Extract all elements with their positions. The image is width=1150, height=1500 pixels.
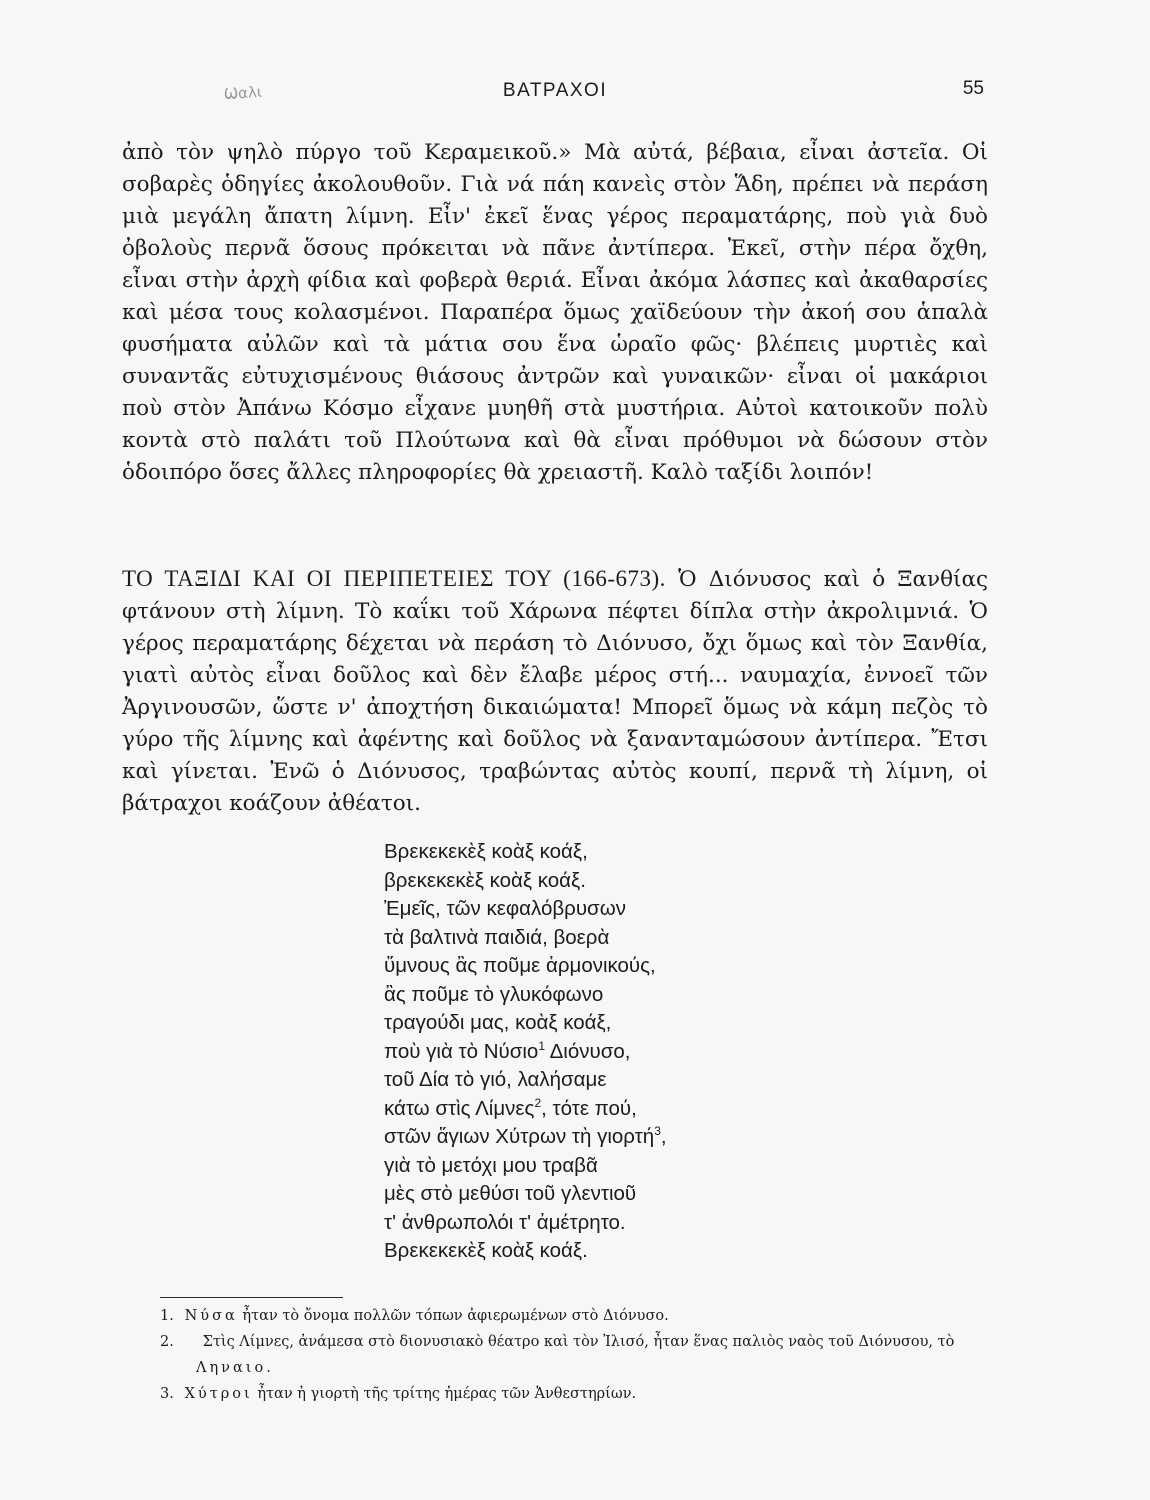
poem-line: Βρεκεκεκὲξ κοὰξ κοάξ,: [384, 840, 588, 863]
page-number: 55: [962, 78, 984, 99]
poem-line: μὲς στὸ μεθύσι τοῦ γλεντιοῦ: [384, 1182, 637, 1205]
section-body: Ὁ Διόνυσος καὶ ὁ Ξανθίας φτάνουν στὴ λίμνη. Τὸ καΐκι τοῦ Χάρωνα πέφτει δίπλα στὴν ἀκρολιμνιά. Ὁ γέρος περαματάρης δέχεται νὰ περάση τὸ Διόνυσο, ὄχι ὅμως καὶ τὸν Ξανθία, γιατὶ αὐτὸς εἶναι δοῦλος καὶ δὲν ἔλαβε μέρος στή... ναυμαχία, ἐννοεῖ τῶν Ἀργινουσῶν, ὥστε ν' ἀποχτήση δικαιώματα! Μπορεῖ ὅμως νὰ κάμη πεζὸς τὸ γύρο τῆς λίμνης καὶ ἀφέντης καὶ δοῦλος νὰ ξανανταμώσουν ἀντίπερα. Ἔτσι καὶ γίνεται. Ἐνῶ ὁ Διόνυσος, τραβώντας αὐτὸς κουπί, περνᾶ τὴ λίμνη, οἱ βάτραχοι κοάζουν ἀθέατοι.: [122, 567, 988, 816]
poem-line: στῶν ἅγιων Χύτρων τὴ γιορτή$^3$,: [384, 1124, 667, 1148]
poem-line: βρεκεκεκὲξ κοὰξ κοάξ.: [384, 868, 586, 892]
footnote-ref-1: 1: [538, 1038, 546, 1053]
poem-line: τραγούδι μας, κοὰξ κοάξ,: [384, 1011, 612, 1034]
poem-line: Βρεκεκεκὲξ κοὰξ κοάξ.: [384, 1239, 588, 1262]
running-head: [120, 80, 990, 108]
frogs-chorus-poem: [384, 838, 904, 1266]
poem-line: Ἐμεῖς, τῶν κεφαλόβρυσων: [384, 897, 626, 920]
footnote-divider: [160, 1297, 343, 1298]
body-paragraph-1: ἀπὸ τὸν ψηλὸ πύργο τοῦ Κεραμεικοῦ.» Μὰ αὐτά, βέβαια, εἶναι ἀστεῖα. Οἱ σοβαρὲς ὁδηγίες ἀκολουθοῦν. Γιὰ νά πάη κανεὶς στὸν Ἅδη, πρέπει νὰ περάση μιὰ μεγάλη ἄπατη λίμνη. Εἶν' ἐκεῖ ἕνας γέρος περαματάρης, ποὺ γιὰ δυὸ ὀβολοὺς περνᾶ ὅσους πρόκειται νὰ πᾶνε ἀντίπερα. Ἐκεῖ, στὴν πέρα ὄχθη, εἶναι στὴν ἀρχὴ φίδια καὶ φοβερὰ θεριά. Εἶναι ἀκόμα λάσπες καὶ ἀκαθαρσίες καὶ μέσα τους κολασμένοι. Παραπέρα ὅμως χαϊδεύουν τὴν ἀκοή σου ἁπαλὰ φυσήματα αὐλῶν καὶ τὰ μάτια σου ἕνα ὡραῖο φῶς· βλέπεις μυρτιὲς καὶ συναντᾶς εὐτυχισμένους θιάσους ἀντρῶν καὶ γυναικῶν· εἶναι οἱ μακάριοι ποὺ στὸν Ἀπάνω Κόσμο εἶχανε μυηθῆ στὰ μυστήρια. Αὐτοὶ κατοικοῦν πολὺ κοντὰ στὸ παλάτι τοῦ Πλούτωνα καὶ θὰ εἶναι πρόθυμοι νὰ δώσουν στὸν ὁδοιπόρο ὅσες ἄλλες πληροφορίες θὰ χρειαστῆ. Καλὸ ταξίδι λοιπόν!: [122, 140, 988, 485]
poem-line: τ' ἀνθρωπολόι τ' ἀμέτρητο.: [384, 1210, 626, 1234]
footnote-ref-2: 2: [534, 1095, 542, 1110]
footnote-1: 1. Νύσα ἦταν τὸ ὄνομα πολλῶν τόπων ἀφιερωμένων στὸ Διόνυσο.: [160, 1308, 669, 1324]
footnote-2: 2. Στὶς Λίμνες, ἀνάμεσα στὸ διονυσιακὸ θέατρο καὶ τὸν Ἰλισό, ἦταν ἕνας παλιὸς ναὸς τοῦ Διόνυσου, τὸ Ληναιο.: [160, 1334, 955, 1376]
body-paragraph-2: [122, 563, 988, 820]
poem-line: τὰ βαλτινὰ παιδιά, βοερὰ: [384, 925, 610, 949]
poem-line: ποὺ γιὰ τὸ Νύσιο$^1$ Διόνυσο,: [384, 1038, 631, 1063]
footnote-3: 3. Χύτροι ἦταν ἡ γιορτὴ τῆς τρίτης ἡμέρας τῶν Ἀνθεστηρίων.: [160, 1386, 637, 1402]
poem-line: τοῦ Δία τὸ γιό, λαλήσαμε: [384, 1068, 607, 1091]
poem-line: γιὰ τὸ μετόχι μου τραβᾶ: [384, 1153, 598, 1177]
poem-line: ἂς ποῦμε τὸ γλυκόφωνο: [384, 982, 604, 1006]
footnotes: [160, 1303, 990, 1407]
poem-line: κάτω στὶς Λίμνες$^2$, τότε πού,: [384, 1095, 637, 1120]
section-heading: ΤΟ ΤΑΞΙΔΙ ΚΑΙ ΟΙ ΠΕΡΙΠΕΤΕΙΕΣ ΤΟΥ (166-673).: [122, 566, 666, 591]
pencil-scribble: Ѡαλι: [223, 82, 263, 104]
footnote-ref-3: 3: [654, 1124, 661, 1138]
poem-line: ὕμνους ἂς ποῦμε ἁρμονικούς,: [384, 954, 656, 977]
running-title: ΒΑΤΡΑΧΟΙ: [502, 80, 608, 101]
